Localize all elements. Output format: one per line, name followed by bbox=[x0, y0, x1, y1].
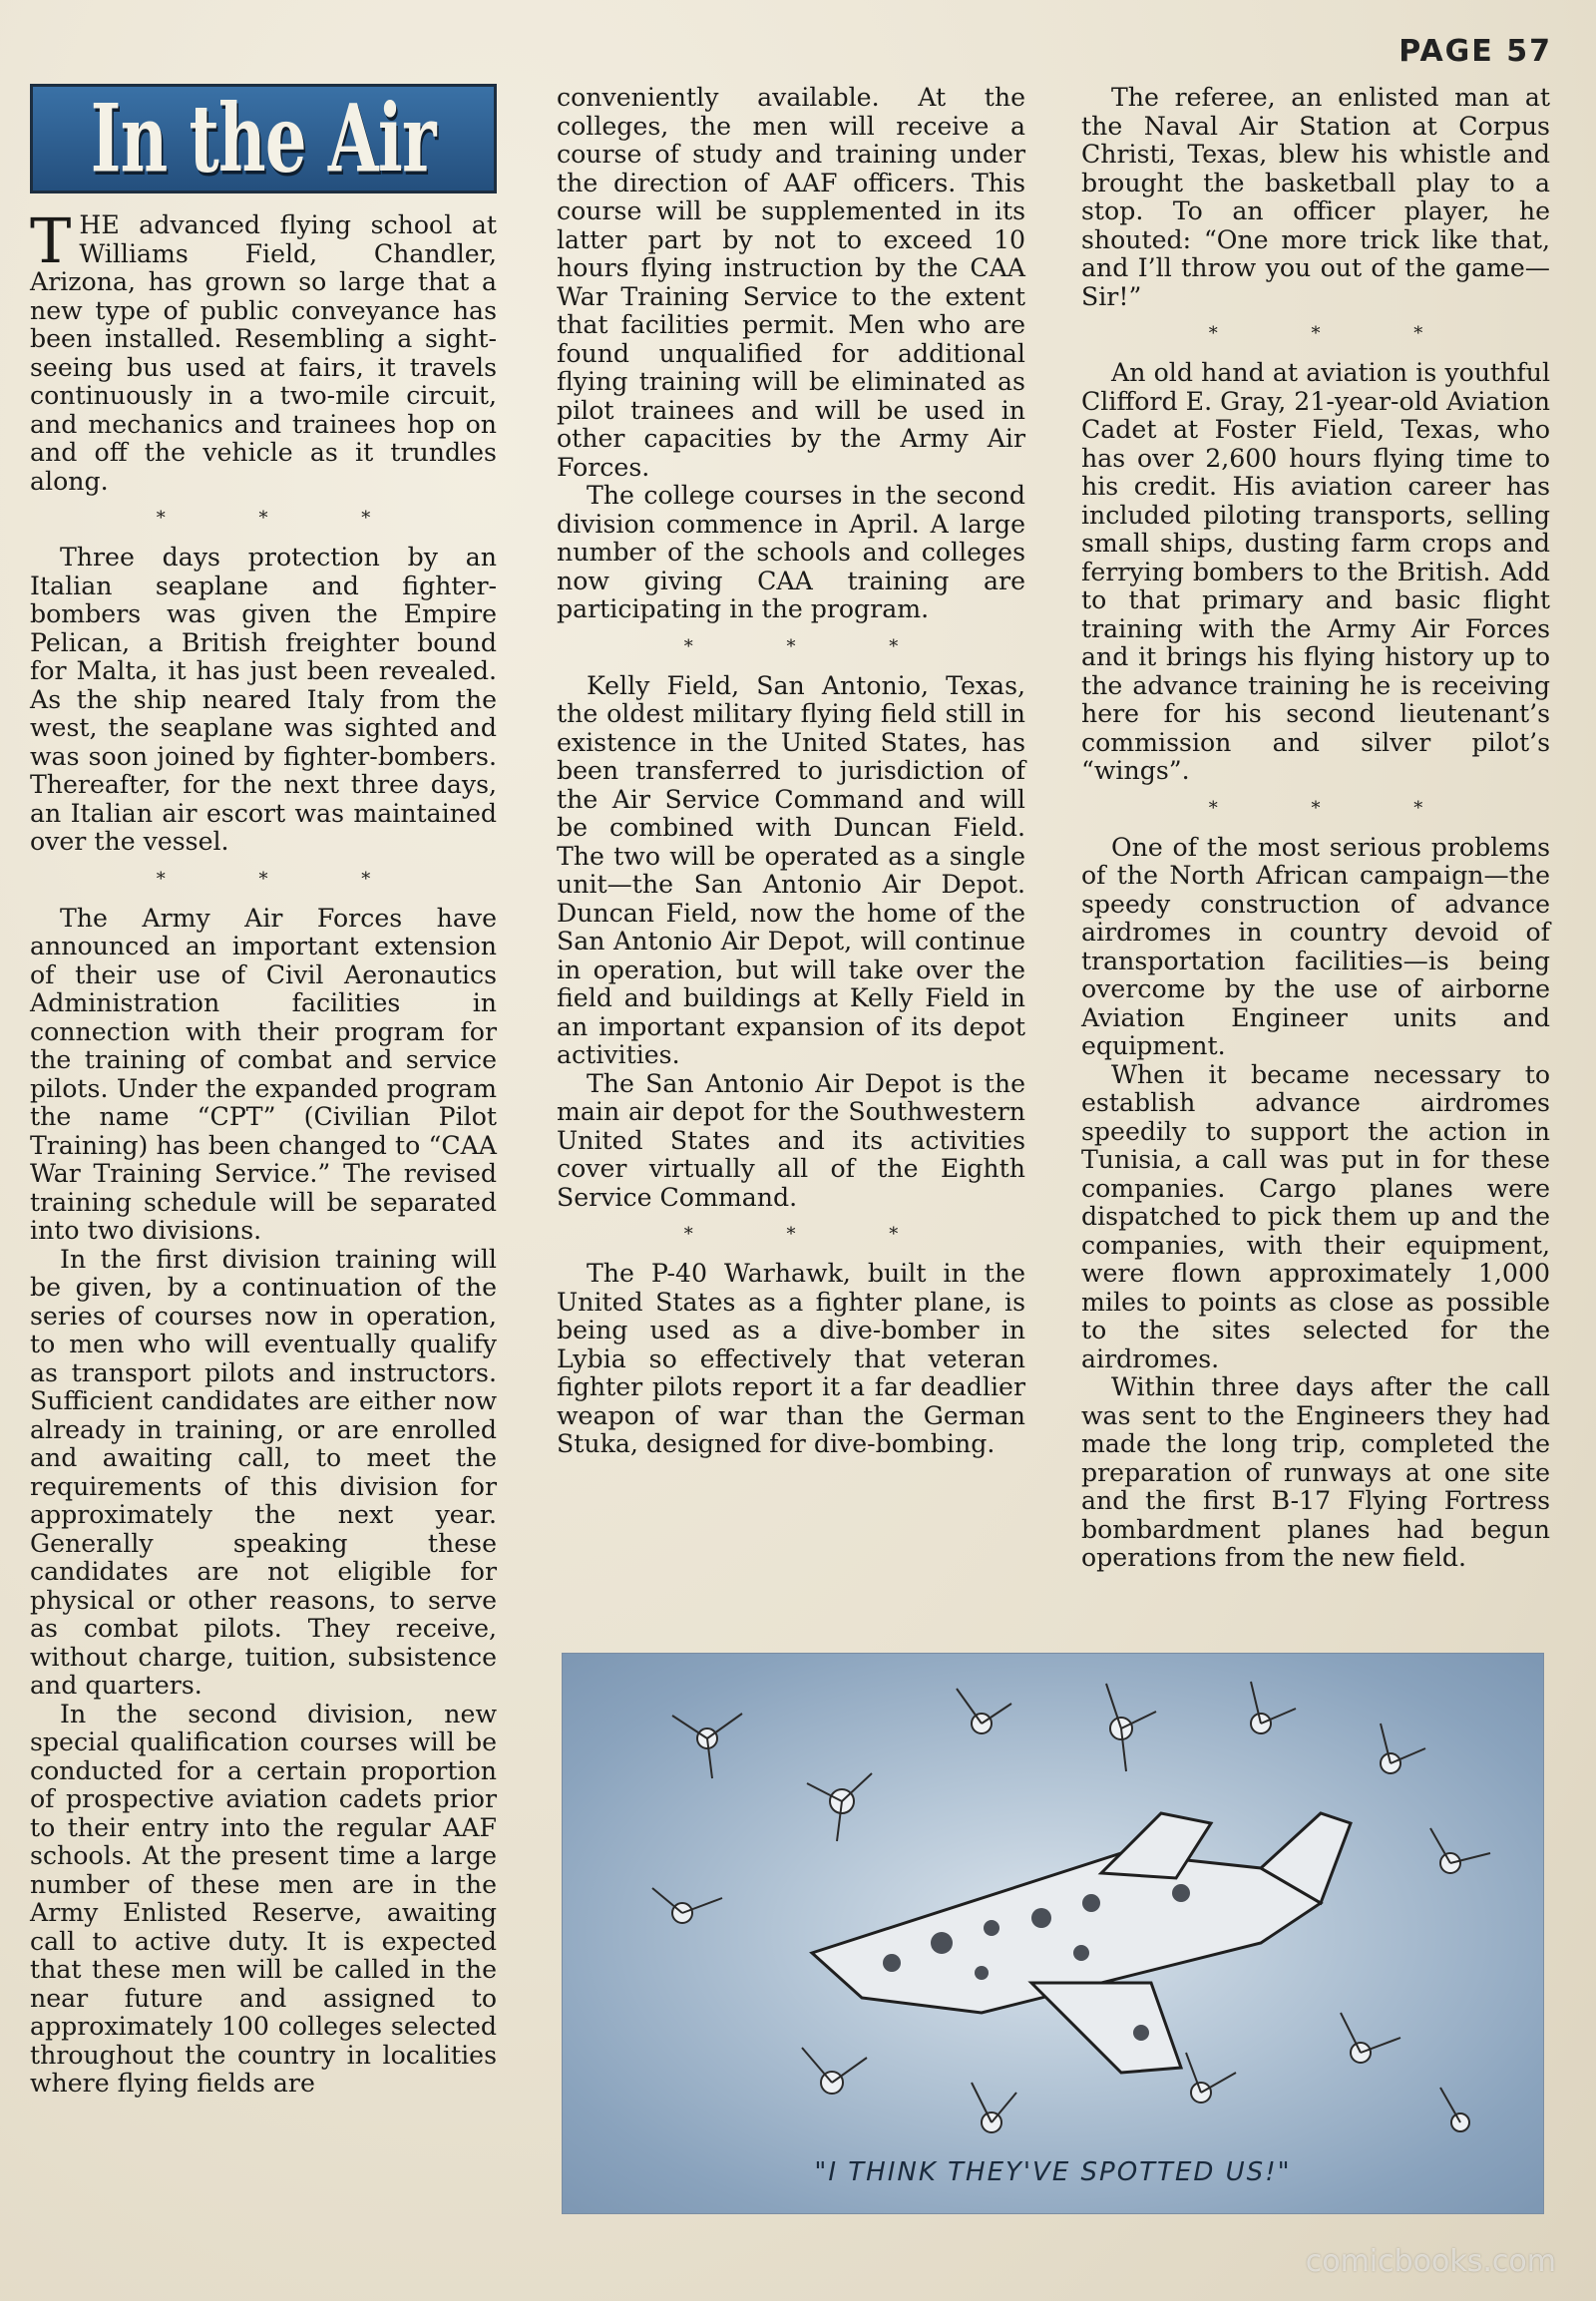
article-williams-field: THE advanced flying school at Williams Field, Chandler, Arizona, has grown so large that a new type of public conveyance has been installed. Resembling a sight-seeing bus used at fairs, it travels continuously in a two-mile circuit, and mechanics and trainees hop on and off the vehicle as it trundles along. bbox=[30, 204, 497, 496]
article-referee: The referee, an enlisted man at the Naval Air Station at Corpus Christi, Texas, blew his whistle and brought the basketball play to a stop. To an officer player, he shouted: “One more trick like that, and I’ll throw you out of the game—Sir!” bbox=[1081, 83, 1550, 311]
article-tunisia-airdromes: When it became necessary to establish advance airdromes speedily to support the action in Tunisia, a call was put in for these companies. Cargo planes were dispatched to pick them up and the companies, with their equipment, were flown approximately 1,000 miles to points as close as possible to the sites selected for the airdromes. bbox=[1081, 1059, 1550, 1373]
column-2 bbox=[557, 84, 1025, 1459]
column-3 bbox=[1081, 84, 1550, 1573]
section-separator: * * * bbox=[1208, 797, 1467, 819]
article-caa-first-division: In the first division training will be given, by a continuation of the series of courses now in operation, to men who will eventually qualify as transport pilots and instructors. Sufficient candidates are either now already in training, or are enrolled and awaiting call, to meet the requirements of this division for approximately the next year. Generally speaking these candidates are not eligible for physical or other reasons, to serve as combat pilots. They receive, without charge, tuition, subsistence and quarters. bbox=[30, 1244, 497, 1700]
cartoon-caption: "I THINK THEY'VE SPOTTED US!" bbox=[814, 2157, 1292, 2187]
column-1 bbox=[30, 84, 497, 2099]
section-separator: * * * bbox=[683, 1224, 943, 1245]
section-separator: * * * bbox=[156, 508, 415, 529]
article-san-antonio-depot: The San Antonio Air Depot is the main air depot for the Southwestern United States and its activities cover virtually all of the Eighth Service Command. bbox=[557, 1068, 1025, 1212]
article-north-africa: One of the most serious problems of the North African campaign—the speedy construction of advance airdromes in country devoid of transportation facilities—is being overcome by the use of airborne Aviation Engineer units and equipment. bbox=[1081, 832, 1550, 1060]
article-caa-second-division: In the second division, new special qualification courses will be conducted for a certain proportion of prospective aviation cadets prior to their entry into the regular AAF schools. At the present time a large number of these men are in the Army Enlisted Reserve, awaiting call to active duty. It is expected that these men will be called in the near future and assigned to approximately 100 colleges selected throughout the country in localities where flying fields are bbox=[30, 1699, 497, 2098]
watermark: comicbooks.com bbox=[1305, 2244, 1556, 2279]
section-separator: * * * bbox=[1208, 323, 1467, 344]
section-separator: * * * bbox=[156, 868, 415, 890]
article-empire-pelican: Three days protection by an Italian seaplane and fighter-bombers was given the Empire Pelican, a British freighter bound for Malta, it has just been revealed. As the ship neared Italy from the west, the seaplane was sighted and was soon joined by fighter-bombers. Thereafter, for the next three days, an Italian air escort was maintained over the vessel. bbox=[30, 543, 497, 856]
article-kelly-field: Kelly Field, San Antonio, Texas, the oldest military flying field still in existence in the United States, has been transferred to jurisdiction of the Air Service Command and will be combined with Duncan Field. The two will be operated as a single unit—the San Antonio Air Depot. Duncan Field, now the home of the San Antonio Air Depot, will continue in operation, but will take over the field and buildings at Kelly Field in an important expansion of its depot activities. bbox=[557, 670, 1025, 1069]
article-p40-warhawk: The P-40 Warhawk, built in the United States as a fighter plane, is being used as a dive-bomber in Lybia so effectively that veteran fighter pilots report it a far deadlier weapon of war than the German Stuka, designed for dive-bombing. bbox=[557, 1259, 1025, 1458]
article-caa-continued: conveniently available. At the colleges, the men will receive a course of study and training under the direction of AAF officers. This course will be supplemented in its latter part by not to exceed 10 hours flying instruction by the CAA War Training Service to the extent that facilities permit. Men who are found unqualified for additional flying training will be eliminated as pilot trainees and will be used in other capacities by the Army Air Forces. bbox=[557, 83, 1025, 482]
cartoon-drawing bbox=[563, 1654, 1545, 2215]
masthead-title: In the Air bbox=[91, 82, 436, 193]
cartoon-illustration bbox=[562, 1653, 1544, 2214]
article-college-courses: The college courses in the second division commence in April. A large number of the schools and colleges now giving CAA training are participating in the program. bbox=[557, 481, 1025, 623]
article-clifford-gray: An old hand at aviation is youthful Clifford E. Gray, 21-year-old Aviation Cadet at Foster Field, Texas, who has over 2,600 hours flying time to his credit. His aviation career has included piloting transports, selling small ships, dusting farm crops and ferrying bombers to the British. Add to that primary and basic flight training with the Army Air Forces and it brings his flying history up to the advance training he is receiving here for his second lieutenant’s commission and silver pilot’s “wings”. bbox=[1081, 358, 1550, 785]
drop-cap: T bbox=[30, 204, 72, 277]
article-three-days: Within three days after the call was sent to the Engineers they had made the long trip, completed the preparation of runways at one site and the first B-17 Flying Fortress bombardment planes had begun operations from the new field. bbox=[1081, 1372, 1550, 1572]
page-number: PAGE 57 bbox=[1398, 34, 1552, 69]
article-caa-training: The Army Air Forces have announced an important extension of their use of Civil Aeronautics Administration facilities in connection with their program for the training of combat and service pilots. Under the expanded program the name “CPT” (Civilian Pilot Training) has been changed to “CAA War Training Service.” The revised training schedule will be separated into two divisions. bbox=[30, 903, 497, 1245]
section-separator: * * * bbox=[683, 635, 943, 657]
masthead-banner bbox=[30, 84, 497, 193]
